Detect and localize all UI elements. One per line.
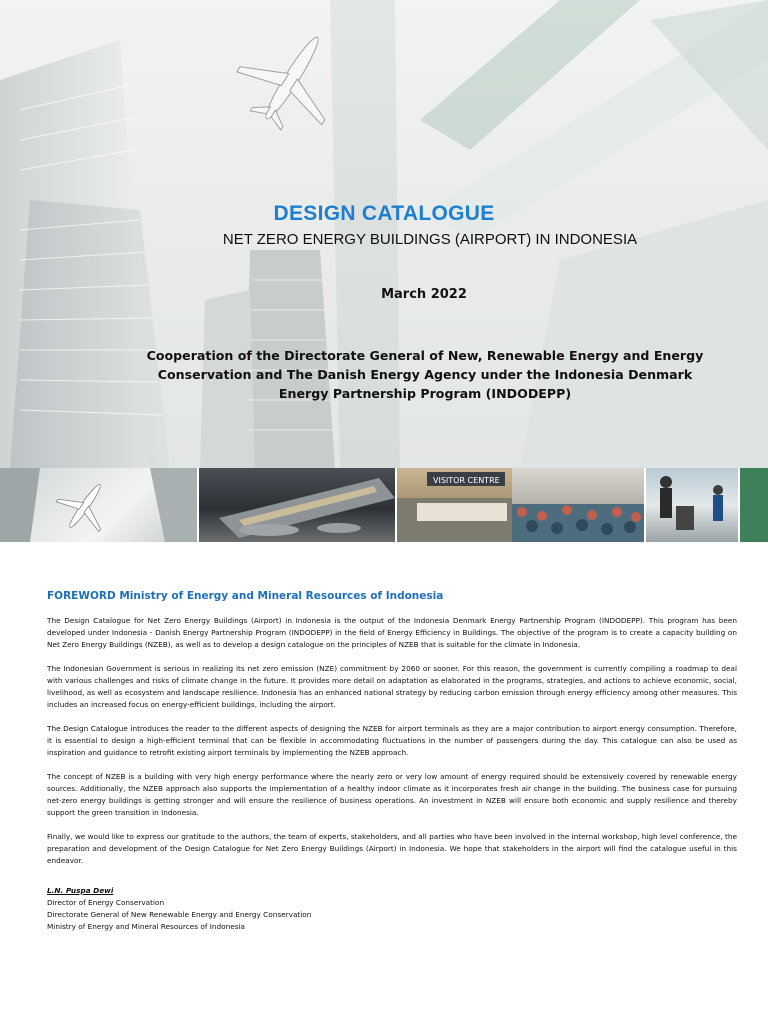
cover-hero: [0, 0, 768, 468]
foreword-paragraph: The Indonesian Government is serious in realizing its net zero emission (NZE) commitment by 2060 or sooner. For this reason, the government is currently compiling a roadmap to deal with various challenges and risks of climate change in the future. It provides more detail on adaptation as elaborated in the programs, strategies, and actions to achieve economic, social, livelihood, as well as ecosystem and landscape resilience. Indonesia has an enhanced national strategy by reducing carbon emission through energy efficiency among other measures. This includes an increased focus on energy-efficient buildings, including the airport.: [47, 664, 737, 709]
green-accent-bar: [740, 468, 768, 542]
airplane-image: [0, 468, 197, 542]
signature-block: [47, 885, 311, 933]
publication-date: March 2022: [381, 287, 467, 302]
crowd-image: [512, 468, 644, 542]
foreword-heading: FOREWORD Ministry of Energy and Mineral Resources of Indonesia: [47, 590, 444, 602]
foreword-paragraph: The Design Catalogue introduces the reader to the different aspects of designing the NZEB for airport terminals as they are a major contribution to airport energy consumption. Therefore, it is essential to design a high-efficient terminal that can be flexible in accommodating fluctuations in the number of passengers during the day. This catalogue can also be used as inspiration and guidance to retrofit existing airport terminals by implementing the NZEB approach.: [47, 724, 737, 757]
photo-airplane-skyline: [0, 468, 197, 542]
catalogue-subtitle: NET ZERO ENERGY BUILDINGS (AIRPORT) IN INDONESIA: [222, 231, 638, 248]
foreword-body: [47, 615, 737, 879]
signatory-title: Director of Energy Conservation: [47, 898, 165, 907]
foreword-paragraph: Finally, we would like to express our gratitude to the authors, the team of experts, stakeholders, and all parties who have been involved in the internal workshop, high level conference, the preparation and development of the Design Catalogue for Net Zero Energy Buildings (Airport) in Indonesia. We hope that stakeholders in the airport will find the catalogue useful in this endeavor.: [47, 832, 737, 865]
photo-strip: [0, 468, 768, 544]
signatory-directorate: Directorate General of New Renewable Energy and Energy Conservation: [47, 910, 312, 919]
photo-airport-terminal-night: [199, 468, 395, 542]
signatory-name: L.N. Puspa Dewi: [47, 886, 114, 895]
photo-traveler: [646, 468, 738, 542]
traveler-image: [646, 468, 738, 542]
visitor-centre-sign: VISITOR CENTRE: [433, 476, 500, 485]
catalogue-title: DESIGN CATALOGUE: [273, 202, 495, 225]
cooperation-statement: Cooperation of the Directorate General of New, Renewable Energy and Energy Conservation and The Danish Energy Agency under the Indonesia Denmark Energy Partnership Program (INDODEPP): [146, 348, 704, 401]
terminal-night-image: [199, 468, 395, 542]
foreword-paragraph: The concept of NZEB is a building with very high energy performance where the nearly zero or very low amount of energy required should be extensively covered by renewable energy sources. Additionally, the NZEB approach also supports the implementation of a healthy indoor climate as it incorporates fresh air change in the building. The business case for pursuing net-zero energy buildings is getting stronger and will ensure the resilience of business operations. An investment in NZEB will ensure both economic and supply resilience and thereby support the green transition in Indonesia.: [47, 772, 737, 817]
photo-crowd-waiting: [512, 468, 644, 542]
signatory-ministry: Ministry of Energy and Mineral Resources of Indonesia: [47, 922, 246, 931]
foreword-paragraph: The Design Catalogue for Net Zero Energy Buildings (Airport) in Indonesia is the output of the Indonesia Denmark Energy Partnership Program (INDODEPP). This program has been developed under Indonesia - Danish Energy Partnership Program (INDODEPP) in the field of Energy Efficiency in Buildings. The objective of the program is to create a capacity building on Net Zero Energy Buildings (NZEB), as well as to develop a design catalogue on the principles of NZEB that is suitable for the climate in Indonesia.: [47, 616, 737, 649]
